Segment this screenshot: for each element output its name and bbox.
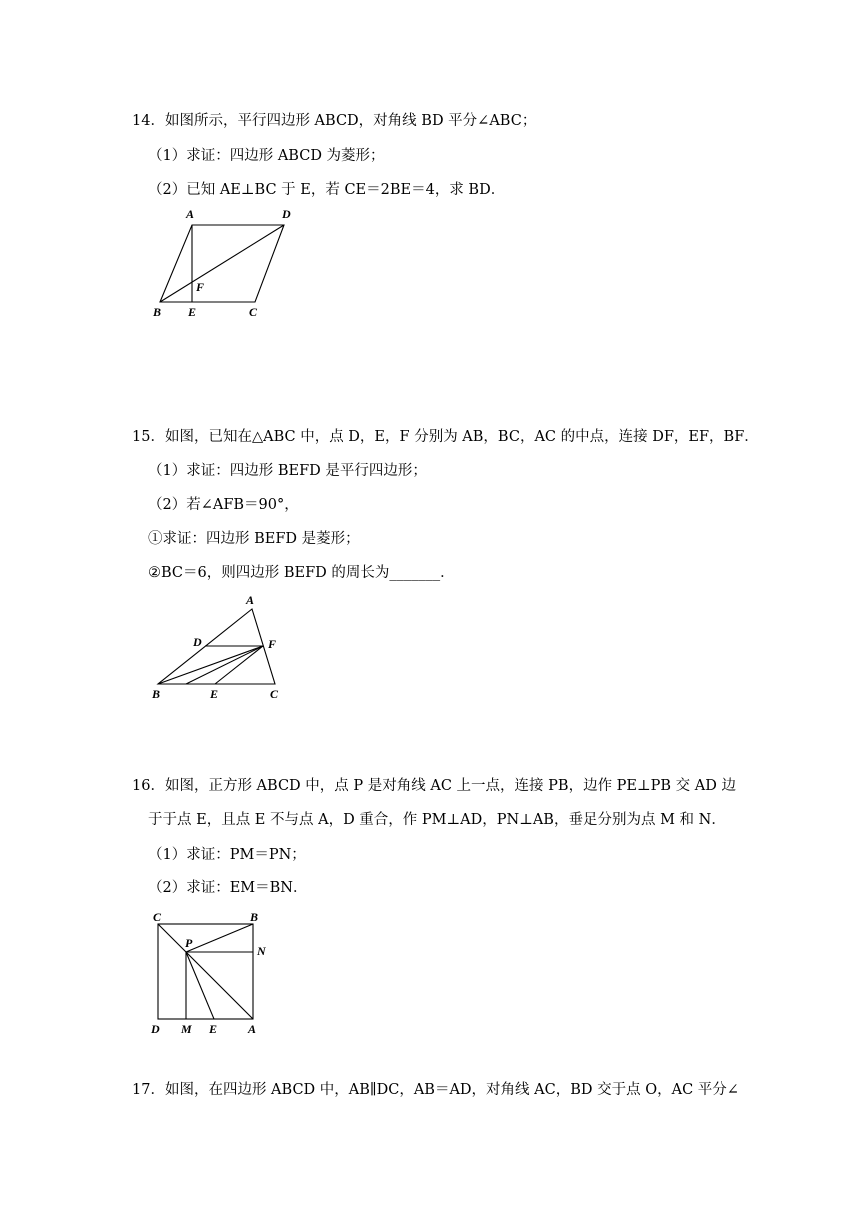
label-d: D (193, 635, 202, 649)
problem-16-statement-cont: 于于点 E，且点 E 不与点 A，D 重合，作 PM⊥AD，PN⊥AB，垂足分别为点 M 和 N． (148, 812, 726, 828)
label-b: B (152, 687, 161, 701)
problem-15-statement: 15．如图，已知在△ABC 中，点 D，E，F 分别为 AB，BC，AC 的中点，连接 DF，EF，BF． (132, 429, 759, 445)
problem-16-statement: 16．如图，正方形 ABCD 中，点 P 是对角线 AC 上一点，连接 PB，边作 PE⊥PB 交 AD 边 (132, 778, 736, 794)
label-c: C (249, 305, 258, 319)
label-f: F (268, 637, 277, 651)
problem-15-part-2-2: ②BC＝6，则四边形 BEFD 的周长为_______． (148, 565, 455, 581)
segment-ef (215, 646, 263, 684)
problem-15-part-1: （1）求证：四边形 BEFD 是平行四边形； (148, 463, 427, 479)
problem-16-part-1: （1）求证：PM＝PN； (148, 847, 306, 863)
label-n: N (257, 944, 266, 958)
problem-15-part-2: （2）若∠AFB＝90°， (148, 497, 299, 513)
label-e: E (210, 687, 219, 701)
problem-15-part-2-1: ①求证：四边形 BEFD 是菱形； (148, 531, 360, 547)
label-e: E (209, 1022, 218, 1036)
label-d: D (151, 1022, 160, 1036)
problem-14-statement: 14．如图所示，平行四边形 ABCD，对角线 BD 平分∠ABC； (132, 113, 537, 129)
label-a: A (186, 207, 195, 221)
label-b: B (250, 910, 259, 924)
label-a: A (248, 1022, 257, 1036)
label-f: F (196, 280, 205, 294)
label-c: C (153, 910, 162, 924)
problem-16-figure (146, 906, 274, 1036)
segment-pe (186, 952, 214, 1019)
problem-14-part-1: （1）求证：四边形 ABCD 为菱形； (148, 148, 385, 164)
label-d: D (282, 207, 291, 221)
problem-14-figure (148, 204, 298, 322)
problem-15-figure (148, 588, 298, 704)
label-e: E (188, 305, 197, 319)
label-b: B (153, 305, 162, 319)
diagonal-bd (160, 225, 284, 302)
diagonal-ac (158, 924, 253, 1019)
segment-bf (158, 646, 263, 684)
segment-f-extra (186, 646, 263, 684)
problem-16-part-2: （2）求证：EM＝BN． (148, 880, 308, 896)
label-c: C (270, 687, 279, 701)
label-p: P (185, 936, 193, 950)
problem-14-part-2: （2）已知 AE⊥BC 于 E，若 CE＝2BE＝4，求 BD． (148, 182, 506, 198)
problem-17-statement: 17．如图，在四边形 ABCD 中，AB∥DC，AB＝AD，对角线 AC，BD 交于点 O，AC 平分∠ (132, 1082, 739, 1098)
label-a: A (246, 593, 255, 607)
segment-pb (186, 924, 253, 952)
label-m: M (181, 1022, 192, 1036)
